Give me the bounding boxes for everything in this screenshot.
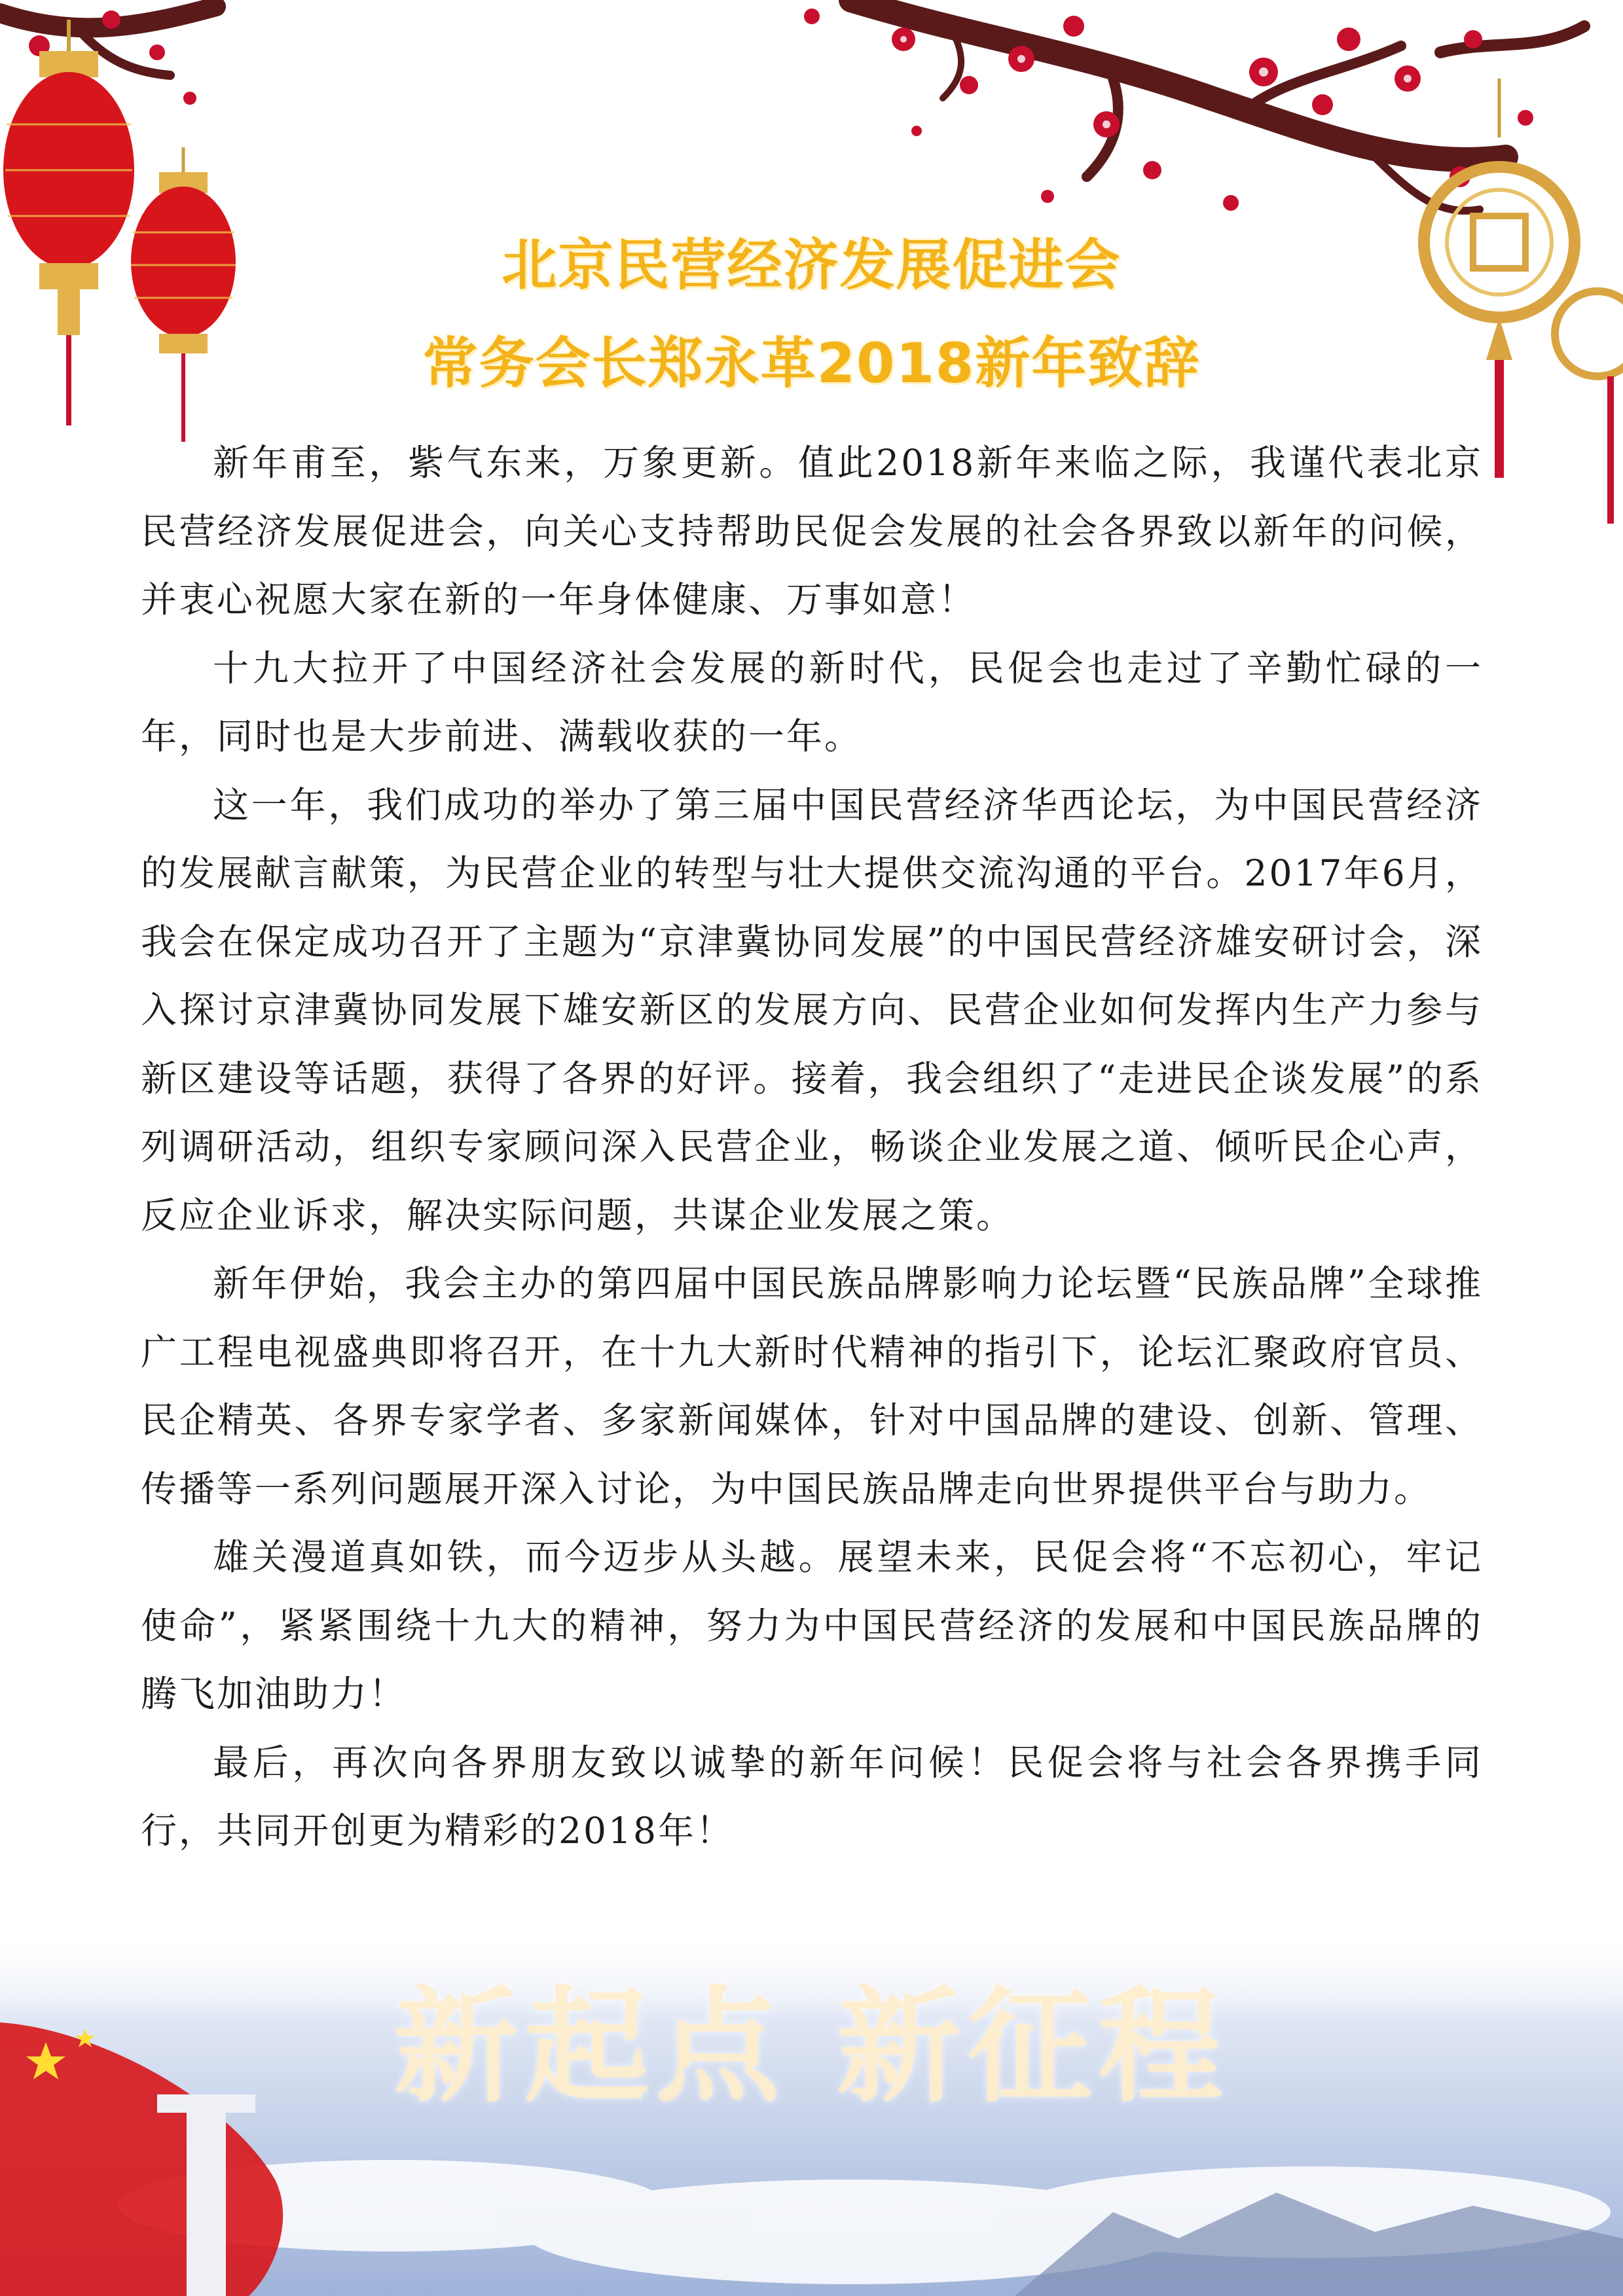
paragraph: 这一年，我们成功的举办了第三届中国民营经济华西论坛，为中国民营经济的发展献言献策，为民营企业的转型与壮大提供交流沟通的平台。2017年6月，我会在保定成功召开了主题为“京津冀协同发展”的中国民营经济雄安研讨会，深入探讨京津冀协同发展下雄安新区的发展方向、民营企业如何发挥内生产力参与新区建设等话题，获得了各界的好评。接着，我会组织了“走进民企谈发展”的系列调研活动，组织专家顾问深入民营企业，畅谈企业发展之道、倾听民企心声，反应企业诉求，解决实际问题，共谋企业发展之策。: [141, 783, 1483, 1236]
banner-slogan: 新起点 新征程: [393, 1975, 1230, 2119]
title-line-2: 常务会长郑永革2018新年致辞: [422, 331, 1201, 395]
paragraph: 新年甫至，紫气东来，万象更新。值此2018新年来临之际，我谨代表北京民营经济发展促进会，向关心支持帮助民促会发展的社会各界致以新年的问候，并衷心祝愿大家在新的一年身体健康、万事如意！: [141, 442, 1483, 620]
letter-body: [141, 429, 1483, 1865]
paragraph: 十九大拉开了中国经济社会发展的新时代，民促会也走过了辛勤忙碌的一年，同时也是大步前进、满载收获的一年。: [141, 647, 1483, 757]
paragraph: 新年伊始，我会主办的第四届中国民族品牌影响力论坛暨“民族品牌”全球推广工程电视盛典即将召开，在十九大新时代精神的指引下，论坛汇聚政府官员、民企精英、各界专家学者、多家新闻媒体，针对中国品牌的建设、创新、管理、传播等一系列问题展开深入讨论，为中国民族品牌走向世界提供平台与助力。: [141, 1263, 1483, 1510]
title-line-1: 北京民营经济发展促进会: [501, 233, 1122, 297]
paragraph: 最后，再次向各界朋友致以诚挚的新年问候！民促会将与社会各界携手同行，共同开创更为精彩的2018年！: [141, 1741, 1483, 1852]
paragraph: 雄关漫道真如铁，而今迈步从头越。展望未来，民促会将“不忘初心，牢记使命”，紧紧围绕十九大的精神，努力为中国民营经济的发展和中国民族品牌的腾飞加油助力！: [141, 1536, 1483, 1715]
